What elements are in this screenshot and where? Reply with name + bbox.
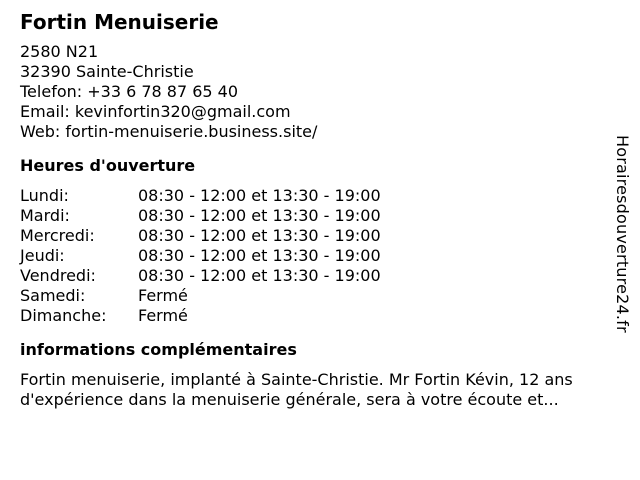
- hours-row-monday: [20, 186, 610, 206]
- hours-day: Lundi:: [20, 186, 69, 205]
- business-card: [20, 10, 610, 410]
- hours-day: Samedi:: [20, 286, 86, 305]
- hours-day: Dimanche:: [20, 306, 107, 325]
- hours-day: Mercredi:: [20, 226, 95, 245]
- hours-time: 08:30 - 12:00 et 13:30 - 19:00: [138, 206, 381, 225]
- hours-time: 08:30 - 12:00 et 13:30 - 19:00: [138, 266, 381, 285]
- hours-row-sunday: [20, 306, 610, 326]
- hours-row-saturday: [20, 286, 610, 306]
- hours-row-thursday: [20, 246, 610, 266]
- additional-info-text: Fortin menuiserie, implanté à Sainte-Christie. Mr Fortin Kévin, 12 ans d'expérience dans la menuiserie générale, sera à votre écoute et...: [20, 370, 573, 409]
- hours-time: 08:30 - 12:00 et 13:30 - 19:00: [138, 226, 381, 245]
- opening-hours-heading: Heures d'ouverture: [20, 156, 196, 175]
- hours-day: Mardi:: [20, 206, 70, 225]
- hours-row-wednesday: [20, 226, 610, 246]
- phone-line: Telefon: +33 6 78 87 65 40: [20, 82, 239, 101]
- hours-time: 08:30 - 12:00 et 13:30 - 19:00: [138, 186, 381, 205]
- hours-day: Vendredi:: [20, 266, 96, 285]
- hours-time: 08:30 - 12:00 et 13:30 - 19:00: [138, 246, 381, 265]
- opening-hours-table: [20, 186, 610, 326]
- website-line: Web: fortin-menuiserie.business.site/: [20, 122, 318, 141]
- hours-day: Jeudi:: [20, 246, 65, 265]
- site-brand-vertical: Horairesdouverture24.fr: [613, 135, 632, 333]
- hours-time: Fermé: [138, 286, 188, 305]
- address-line-2: 32390 Sainte-Christie: [20, 62, 194, 81]
- business-name: Fortin Menuiserie: [20, 10, 219, 34]
- additional-info-heading: informations complémentaires: [20, 340, 297, 359]
- email-line: Email: kevinfortin320@gmail.com: [20, 102, 291, 121]
- hours-row-friday: [20, 266, 610, 286]
- hours-row-tuesday: [20, 206, 610, 226]
- hours-time: Fermé: [138, 306, 188, 325]
- address-line-1: 2580 N21: [20, 42, 99, 61]
